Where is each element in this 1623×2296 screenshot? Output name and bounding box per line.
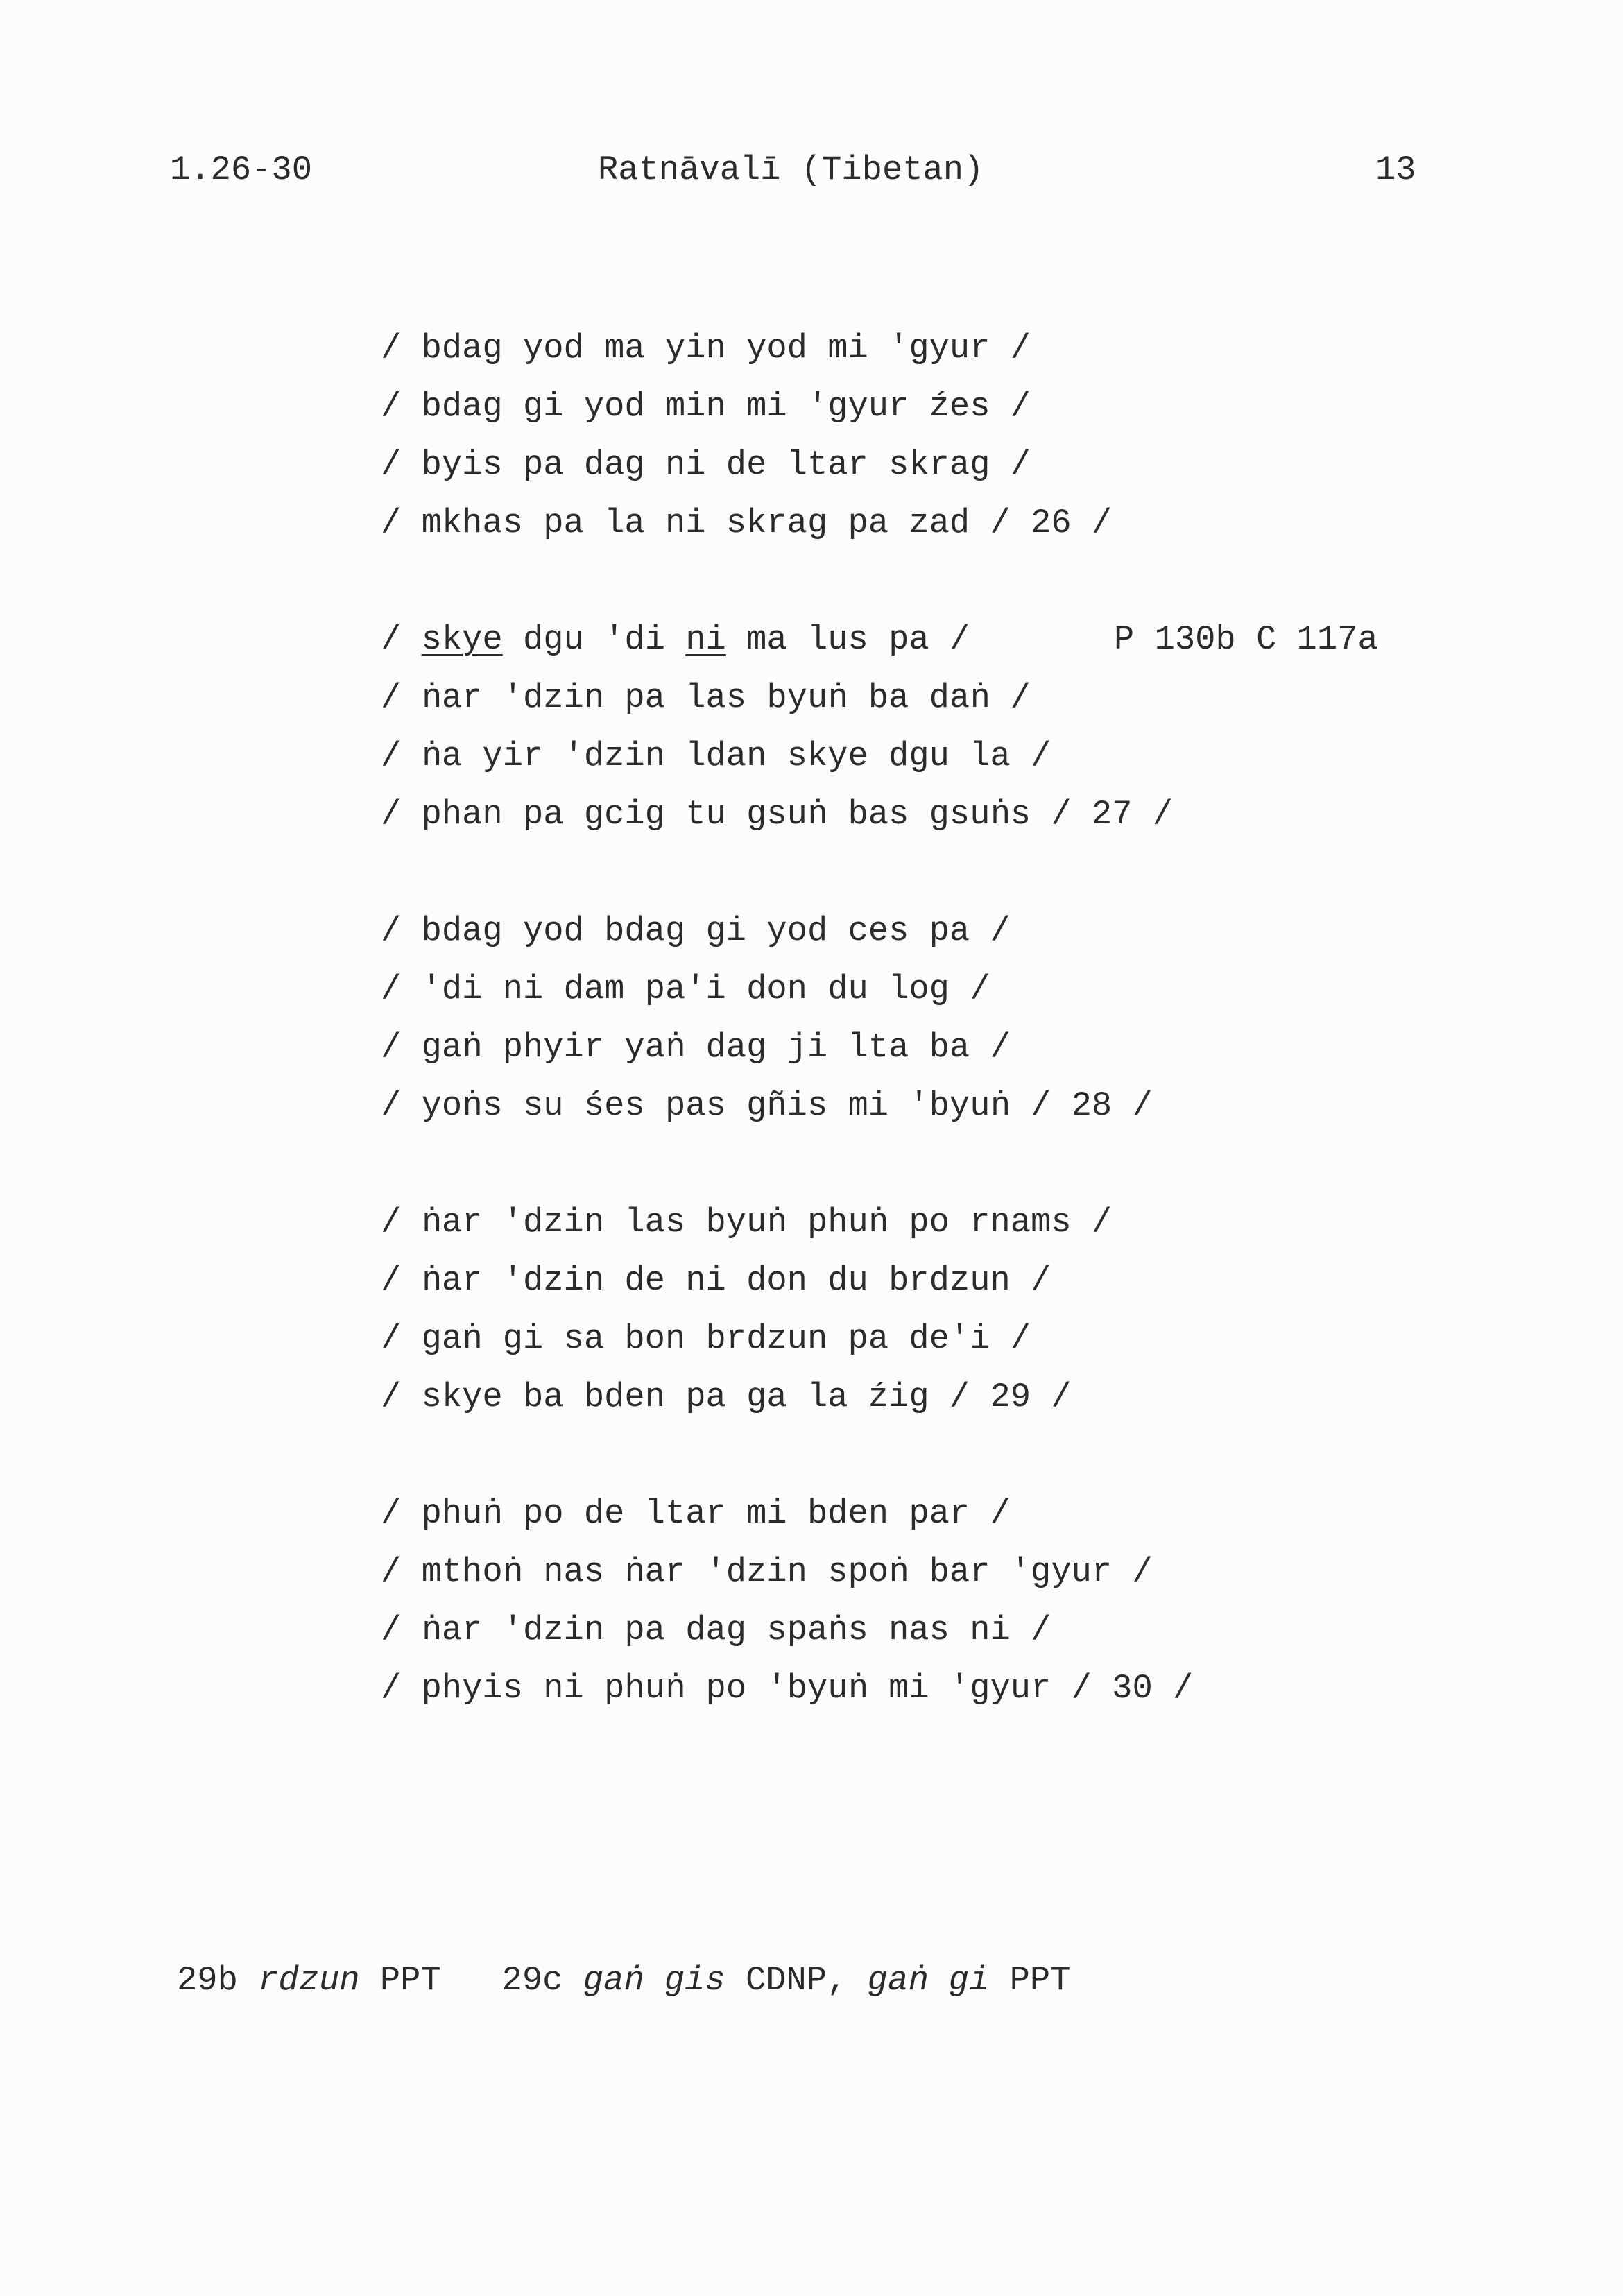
section-reference: 1.26-30: [170, 151, 312, 189]
witness-sigla: PPT: [1009, 1961, 1071, 2000]
verse-line: / byis pa dag ni de ltar skrag /: [381, 445, 1031, 484]
verse-line: / phuṅ po de ltar mi bden par /: [381, 1494, 1011, 1533]
footnote-ref: 29b: [177, 1961, 238, 2000]
verse-line: / phan pa gcig tu gsuṅ bas gsuṅs / 27 /: [381, 795, 1174, 834]
verse-line: / bdag yod bdag gi yod ces pa /: [381, 911, 1011, 950]
variant-reading: rdzun: [258, 1961, 360, 2000]
witness-sigla: CDNP,: [745, 1961, 848, 2000]
verse-segment: dgu 'di: [502, 620, 686, 659]
verse-line: / yoṅs su śes pas gñis mi 'byuṅ / 28 /: [381, 1086, 1153, 1125]
witness-sigla: PPT: [379, 1961, 441, 2000]
critical-apparatus: [177, 1951, 1071, 2010]
stanza-26: [381, 319, 1421, 552]
page-title: Ratnāvalī (Tibetan): [598, 151, 984, 189]
verse-line: / 'di ni dam pa'i don du log /: [381, 970, 990, 1009]
variant-reading: gaṅ gis: [583, 1961, 725, 2000]
footnote-entry: [177, 1961, 441, 2000]
stanza-28: [381, 902, 1421, 1135]
folio-reference: P 130b C 117a: [1114, 620, 1378, 659]
verse-line: / ṅar 'dzin pa dag spaṅs nas ni /: [381, 1611, 1051, 1650]
verse-line: / mthoṅ nas ṅar 'dzin spoṅ bar 'gyur /: [381, 1552, 1153, 1591]
verse-line: / gaṅ gi sa bon brdzun pa de'i /: [381, 1319, 1031, 1358]
footnote-ref: 29c: [501, 1961, 563, 2000]
verse-line: / bdag gi yod min mi 'gyur źes /: [381, 387, 1031, 426]
verse-line: / ṅar 'dzin pa las byuṅ ba daṅ /: [381, 678, 1031, 717]
verse-segment: ma lus pa /: [725, 620, 970, 659]
verse-text: [381, 319, 1421, 1776]
verse-line: / bdag yod ma yin yod mi 'gyur /: [381, 329, 1031, 368]
verse-line: / ṅa yir 'dzin ldan skye dgu la /: [381, 737, 1051, 776]
verse-line: / mkhas pa la ni skrag pa zad / 26 /: [381, 504, 1113, 542]
underlined-word: skye: [421, 620, 503, 659]
page-number: 13: [1375, 151, 1416, 189]
verse-line: / phyis ni phuṅ po 'byuṅ mi 'gyur / 30 /: [381, 1669, 1194, 1708]
verse-segment: /: [381, 620, 422, 659]
verse-line: / ṅar 'dzin las byuṅ phuṅ po rnams /: [381, 1203, 1113, 1242]
stanza-29: [381, 1193, 1421, 1426]
verse-line: / gaṅ phyir yaṅ dag ji lta ba /: [381, 1028, 1011, 1067]
stanza-30: [381, 1484, 1421, 1717]
verse-line: / ṅar 'dzin de ni don du brdzun /: [381, 1261, 1051, 1300]
verse-line: / skye ba bden pa ga la źig / 29 /: [381, 1378, 1072, 1416]
variant-reading: gaṅ gi: [867, 1961, 990, 2000]
underlined-word: ni: [685, 620, 726, 659]
footnote-entry: [502, 1961, 1071, 2000]
